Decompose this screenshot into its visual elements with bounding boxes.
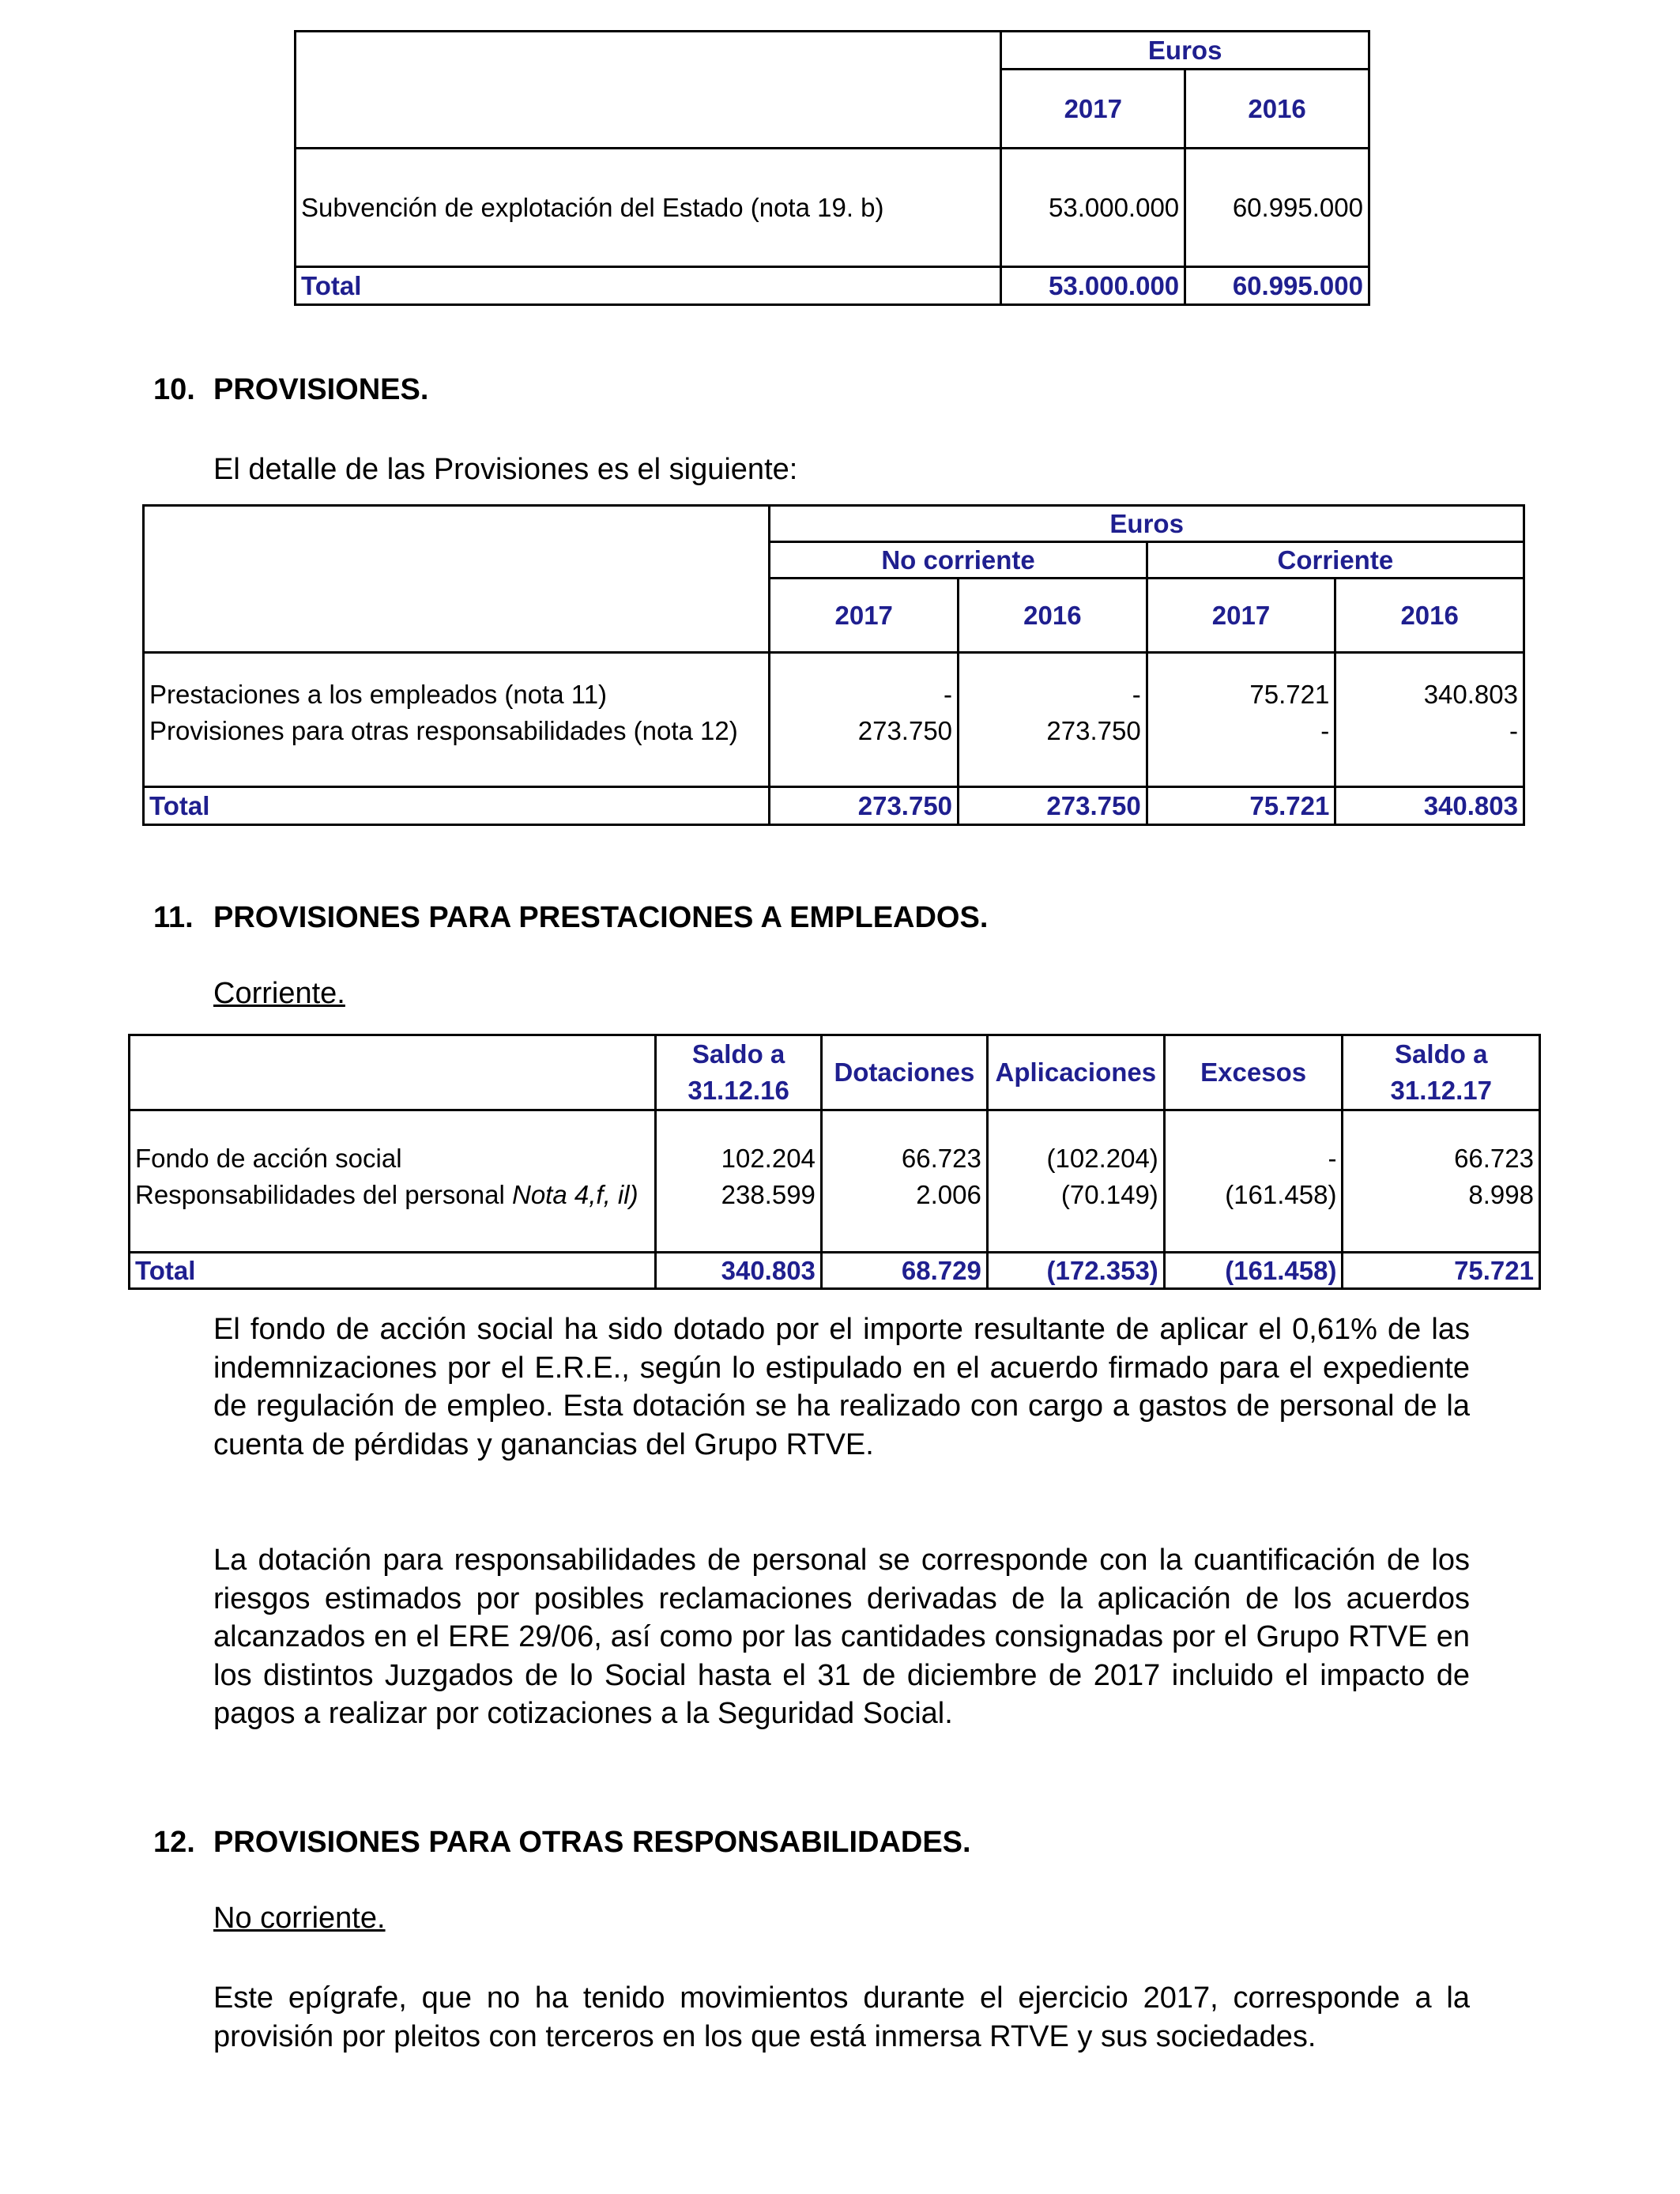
cell-value: -: [1335, 713, 1524, 749]
header-dotaciones: Dotaciones: [821, 1035, 987, 1110]
group-header-no-corriente: No corriente: [770, 542, 1147, 579]
cell-value: (70.149): [987, 1177, 1164, 1213]
section-11-paragraph-1: El fondo de acción social ha sido dotado por el importe resultante de aplicar el 0,61% de las indemnizaciones por el E.R.E., según lo estipulado en el acuerdo firmado para el expediente de regulación de empleo. Esta dotación se ha realizado con cargo a gastos de personal de la cuenta de pérdidas y ganancias del Grupo RTVE.: [213, 1313, 1470, 1461]
subsidy-table: [294, 30, 1370, 306]
total-value: (161.458): [1164, 1253, 1343, 1289]
row-label: Provisiones para otras responsabilidades (nota 12): [144, 713, 770, 749]
header-excesos: Excesos: [1164, 1035, 1343, 1110]
row-label: Subvención de explotación del Estado (nota 19. b): [296, 149, 1001, 267]
total-label: Total: [130, 1253, 656, 1289]
header-saldo-inicial: [656, 1035, 822, 1110]
cell-value: 273.750: [770, 713, 959, 749]
section-12-heading: [153, 1826, 971, 1860]
cell-value: 238.599: [656, 1177, 822, 1213]
total-value: 60.995.000: [1185, 267, 1369, 305]
group-header-corriente: Corriente: [1147, 542, 1524, 579]
cell-value: 66.723: [1343, 1140, 1540, 1177]
row-label: Prestaciones a los empleados (nota 11): [144, 677, 770, 713]
cell-value: 2.006: [821, 1177, 987, 1213]
section-number: 10.: [153, 373, 195, 406]
header-aplicaciones: Aplicaciones: [987, 1035, 1164, 1110]
year-header: 2017: [770, 579, 959, 653]
year-header: 2016: [1335, 579, 1524, 653]
section-12-subtitle: No corriente.: [213, 1902, 386, 1935]
total-value: 75.721: [1147, 787, 1335, 825]
section-11-subtitle: Corriente.: [213, 977, 345, 1010]
section-10-heading: [153, 373, 428, 407]
header-saldo-final: [1343, 1035, 1540, 1110]
cell-value: -: [959, 677, 1147, 713]
total-value: (172.353): [987, 1253, 1164, 1289]
cell-value: 60.995.000: [1185, 149, 1369, 267]
section-10-intro: El detalle de las Provisiones es el siguiente:: [213, 453, 798, 486]
total-value: 340.803: [656, 1253, 822, 1289]
year-header: 2017: [1001, 70, 1185, 149]
total-value: 273.750: [959, 787, 1147, 825]
header-line: 31.12.17: [1390, 1076, 1492, 1105]
row-label: Fondo de acción social: [130, 1140, 656, 1177]
table-header-blank: [144, 506, 770, 653]
table-header-blank: [296, 32, 1001, 149]
row-label-text: Responsabilidades del personal: [135, 1179, 512, 1209]
year-header: 2016: [1185, 70, 1369, 149]
table-header-blank: [130, 1035, 656, 1110]
cell-value: -: [1147, 713, 1335, 749]
header-line: Saldo a: [1395, 1039, 1488, 1069]
row-label: [130, 1177, 656, 1213]
cell-value: -: [770, 677, 959, 713]
cell-value: 340.803: [1335, 677, 1524, 713]
year-header: 2016: [959, 579, 1147, 653]
cell-value: 53.000.000: [1001, 149, 1185, 267]
total-value: 273.750: [770, 787, 959, 825]
section-title: PROVISIONES.: [213, 373, 429, 406]
section-11-heading: [153, 901, 988, 935]
total-label: Total: [144, 787, 770, 825]
cell-value: 102.204: [656, 1140, 822, 1177]
employee-provisions-table: [128, 1034, 1541, 1290]
section-title: PROVISIONES PARA PRESTACIONES A EMPLEADOS.: [213, 901, 989, 934]
provisions-table: [142, 504, 1525, 826]
cell-value: (161.458): [1164, 1177, 1343, 1213]
total-value: 75.721: [1343, 1253, 1540, 1289]
year-header: 2017: [1147, 579, 1335, 653]
cell-value: (102.204): [987, 1140, 1164, 1177]
total-label: Total: [296, 267, 1001, 305]
cell-value: -: [1164, 1140, 1343, 1177]
section-number: 11.: [153, 901, 194, 934]
header-line: 31.12.16: [687, 1076, 789, 1105]
cell-value: 66.723: [821, 1140, 987, 1177]
total-value: 53.000.000: [1001, 267, 1185, 305]
total-value: 68.729: [821, 1253, 987, 1289]
row-label-note: Nota 4,f, il): [512, 1179, 638, 1209]
cell-value: 273.750: [959, 713, 1147, 749]
cell-value: 75.721: [1147, 677, 1335, 713]
total-value: 340.803: [1335, 787, 1524, 825]
euros-header: Euros: [1001, 32, 1369, 70]
section-number: 12.: [153, 1826, 195, 1859]
euros-header: Euros: [770, 506, 1524, 542]
header-line: Saldo a: [691, 1039, 785, 1069]
section-12-paragraph: Este epígrafe, que no ha tenido movimientos durante el ejercicio 2017, corresponde a la provisión por pleitos con terceros en los que está inmersa RTVE y sus sociedades.: [213, 1981, 1470, 2053]
section-11-paragraph-2: La dotación para responsabilidades de personal se corresponde con la cuantificación de los riesgos estimados por posibles reclamaciones derivadas de la aplicación de los acuerdos alcanzados en el ERE 29/06, así como por las cantidades consignadas por el Grupo RTVE en los distintos Juzgados de lo Social hasta el 31 de diciembre de 2017 incluido el impacto de pagos a realizar por cotizaciones a la Seguridad Social.: [213, 1544, 1470, 1730]
cell-value: 8.998: [1343, 1177, 1540, 1213]
section-title: PROVISIONES PARA OTRAS RESPONSABILIDADES.: [213, 1826, 971, 1859]
